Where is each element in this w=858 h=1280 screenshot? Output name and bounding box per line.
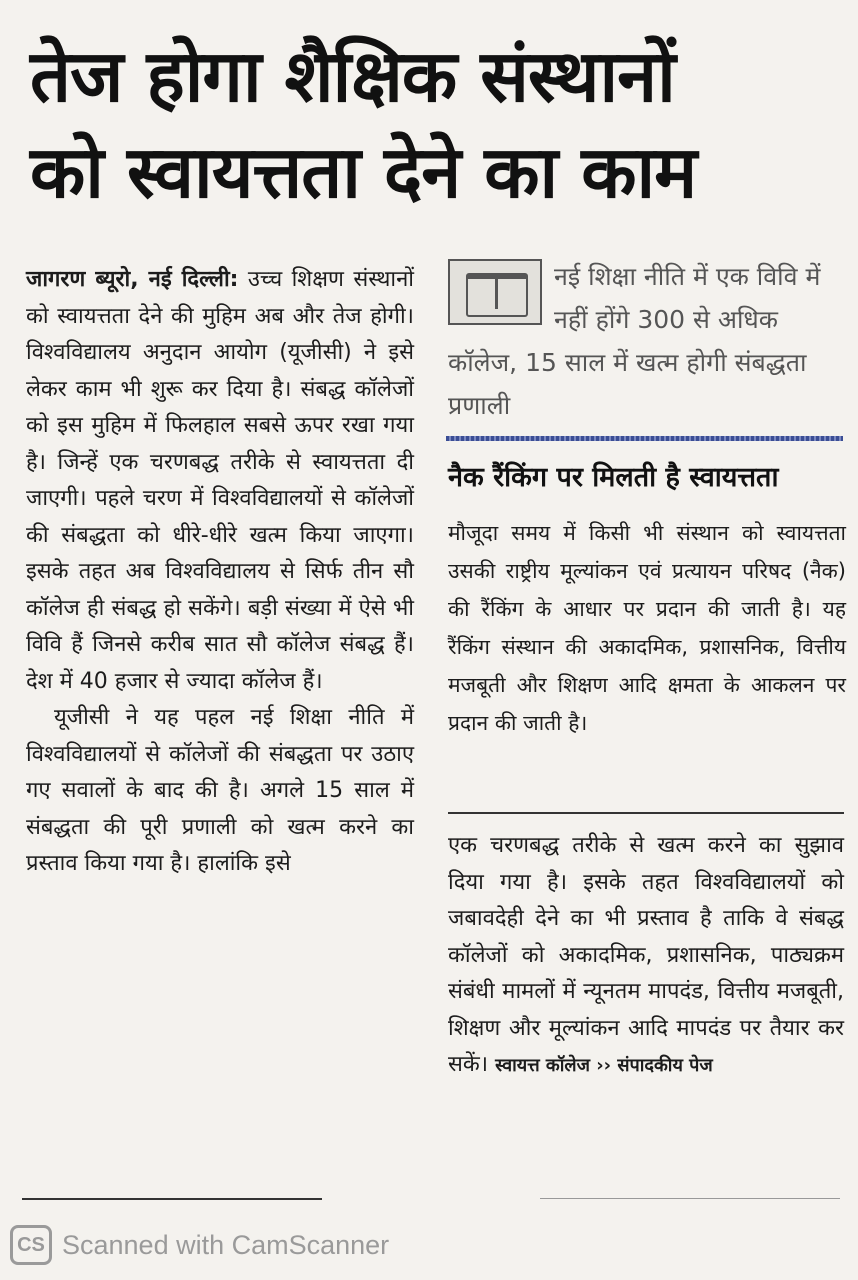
headline-line-2: को स्वायत्तता देने का काम: [30, 130, 697, 214]
article-paragraph-1: [26, 262, 414, 700]
promo-divider: [446, 436, 843, 441]
camscanner-logo-icon: CS: [10, 1225, 52, 1265]
watermark-text: Scanned with CamScanner: [62, 1229, 390, 1260]
see-also-reference: स्वायत्त कॉलेज ›› संपादकीय पेज: [495, 1055, 713, 1076]
sidebar-heading: नैक रैंकिंग पर मिलती है स्वायत्तता: [448, 462, 779, 493]
promo-box: [448, 255, 843, 427]
camscanner-watermark: [10, 1222, 389, 1268]
headline-line-1: तेज होगा शैक्षिक संस्थानों: [30, 34, 675, 118]
article-paragraph-3: [448, 828, 844, 1085]
article-text-3: एक चरणबद्ध तरीके से खत्म करने का सुझाव दिया गया है। इसके तहत विश्वविद्यालयों को जबावदेही देने का भी प्रस्ताव है ताकि वे संबद्ध कॉलेजों को अकादमिक, प्रशासनिक, पाठ्यक्रम संबंधी मामलों में न्यूनतम मापदंड, वित्तीय मजबूती, शिक्षण और मूल्यांकन आदि मापदंड पर तैयार कर सकें।: [448, 833, 844, 1077]
headline: [30, 28, 840, 220]
article-paragraph-2: यूजीसी ने यह पहल नई शिक्षा नीति में विश्वविद्यालयों से कॉलेजों की संबद्धता पर उठाए गए सवालों के बाद की है। अगले 15 साल में संबद्धता की पूरी प्रणाली को खत्म करने का प्रस्ताव किया गया है। हालांकि इसे: [26, 705, 414, 876]
byline: जागरण ब्यूरो, नई दिल्ली:: [26, 267, 239, 292]
promo-text: नई शिक्षा नीति में एक विवि में नहीं होंगे 300 से अधिक कॉलेज, 15 साल में खत्म होगी संबद्धता प्रणाली: [448, 262, 821, 420]
sidebar-body: मौजूदा समय में किसी भी संस्थान को स्वायत्तता उसकी राष्ट्रीय मूल्यांकन एवं प्रत्यायन परिषद (नैक) की रैंकिंग के आधार पर प्रदान की जाती है। यह रैंकिंग संस्थान की अकादमिक, प्रशासनिक, वित्तीय मजबूती और शिक्षण आदि क्षमता के आकलन पर प्रदान की जाती है।: [448, 521, 846, 735]
bottom-rule-right: [540, 1198, 840, 1199]
sidebar-divider: [448, 812, 844, 814]
book-icon: [448, 259, 542, 325]
article-right-column: [448, 828, 844, 1085]
article-left-column: [26, 262, 414, 883]
article-text-1: उच्च शिक्षण संस्थानों को स्वायत्तता देने की मुहिम अब और तेज होगी। विश्वविद्यालय अनुदान आयोग (यूजीसी) ने इसे लेकर काम भी शुरू कर दिया है। संबद्ध कॉलेजों को इस मुहिम में फिलहाल सबसे ऊपर रखा गया है। जिन्हें एक चरणबद्ध तरीके से स्वायत्तता दी जाएगी। पहले चरण में विश्वविद्यालयों से कॉलेजों की संबद्धता को धीरे-धीरे खत्म किया जाएगा। इसके तहत अब विश्वविद्यालय से सिर्फ तीन सौ कॉलेज ही संबद्ध हो सकेंगे। बड़ी संख्या में ऐसे भी विवि हैं जिनसे करीब सात सौ कॉलेज संबद्ध हैं। देश में 40 हजार से ज्यादा कॉलेज हैं।: [26, 267, 415, 694]
bottom-rule: [22, 1198, 322, 1200]
